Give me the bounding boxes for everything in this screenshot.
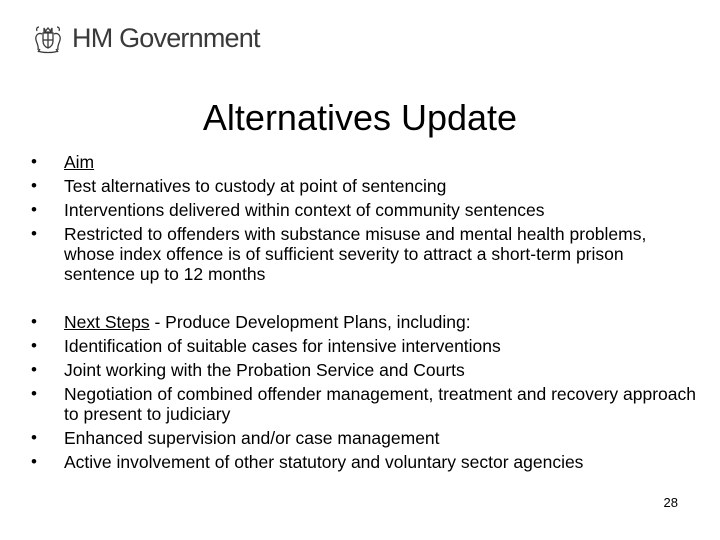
bullet-negotiation [28, 384, 698, 424]
aims-bullet-list [28, 152, 698, 288]
bullet-restricted [28, 224, 698, 284]
bullet-text: • Restricted to offenders with substance misuse and mental health problems, whose index offence is of sufficient severity to attract a short-term prison sentence up to 12 months [64, 224, 647, 284]
hm-government-logo [30, 20, 260, 56]
bullet-active-involvement [28, 452, 698, 472]
next-steps-bullet-list [28, 312, 698, 476]
bullet-text: • Active involvement of other statutory and voluntary sector agencies [64, 452, 584, 472]
bullet-text: • Aim [64, 152, 95, 172]
bullet-aim [28, 152, 698, 172]
page-number: 28 [663, 495, 678, 510]
hm-government-wordmark: HM Government [72, 23, 260, 53]
coat-of-arms-icon [30, 20, 66, 56]
bullet-enhanced-supervision [28, 428, 698, 448]
bullet-interventions [28, 200, 698, 220]
bullet-next-steps [28, 312, 698, 332]
bullet-text: • Test alternatives to custody at point of sentencing [64, 176, 447, 196]
bullet-text: • Negotiation of combined offender management, treatment and recovery approach to present to judiciary [64, 384, 697, 424]
bullet-joint-working [28, 360, 698, 380]
next-steps-heading: Next Steps [64, 312, 150, 332]
bullet-text: • Joint working with the Probation Service and Courts [64, 360, 465, 380]
bullet-text: • Interventions delivered within context of community sentences [64, 200, 545, 220]
bullet-text: • Identification of suitable cases for intensive interventions [64, 336, 501, 356]
next-steps-heading-suffix: - Produce Development Plans, including: [149, 312, 471, 332]
bullet-identification [28, 336, 698, 356]
bullet-text: • Enhanced supervision and/or case management [64, 428, 440, 448]
slide-title: Alternatives Update [202, 97, 518, 138]
bullet-test-alternatives [28, 176, 698, 196]
